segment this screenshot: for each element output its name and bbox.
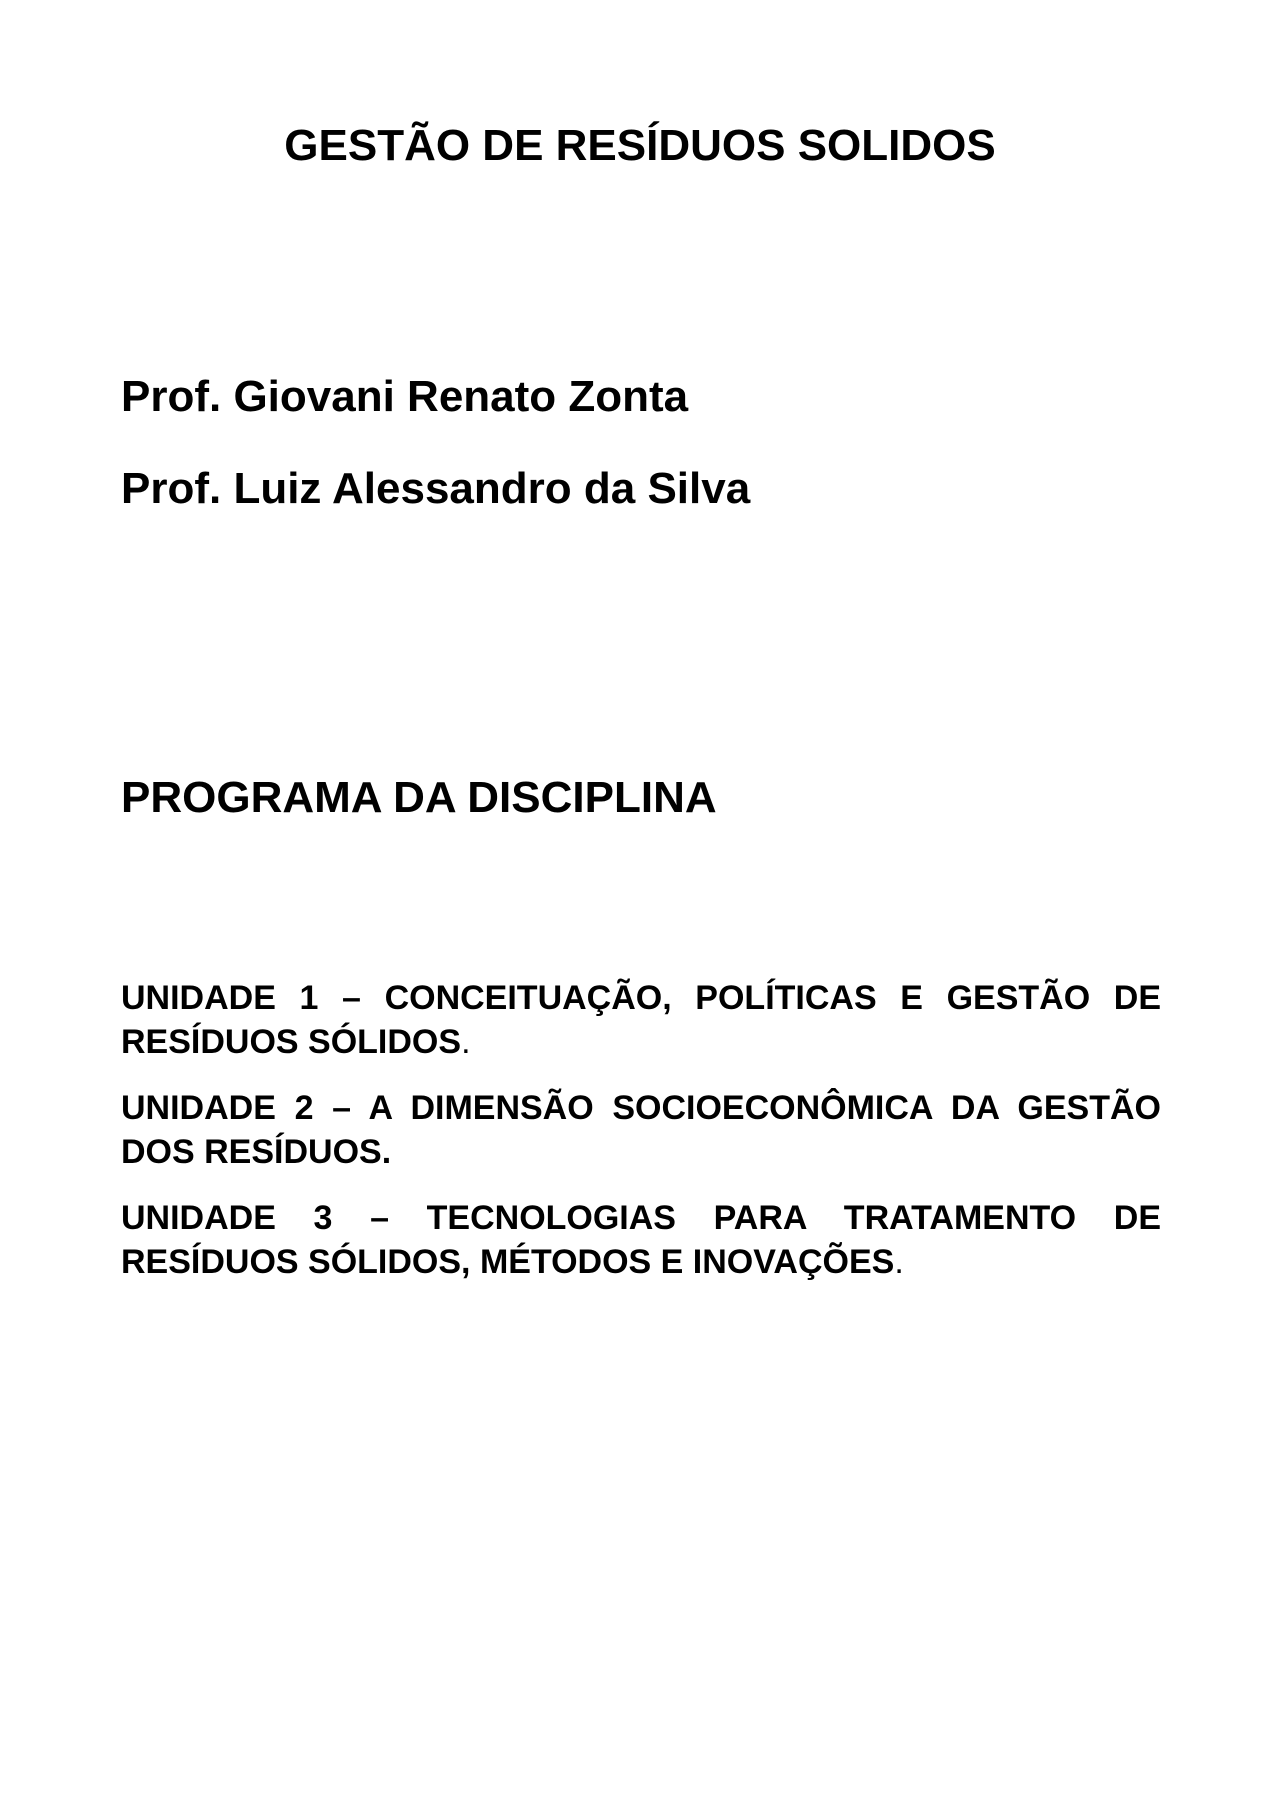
unit-trailing-period: . [894, 1243, 904, 1281]
unit-item [121, 976, 1161, 1064]
unit-text: UNIDADE 2 – A DIMENSÃO SOCIOECONÔMICA DA GESTÃO DOS RESÍDUOS. [121, 1089, 1161, 1171]
program-heading: PROGRAMA DA DISCIPLINA [121, 773, 717, 822]
units-list [121, 976, 1161, 1306]
author-name: Prof. Luiz Alessandro da Silva [121, 464, 751, 513]
unit-item [121, 1196, 1161, 1284]
unit-trailing-period: . [461, 1023, 471, 1061]
unit-text: UNIDADE 1 – CONCEITUAÇÃO, POLÍTICAS E GESTÃO DE RESÍDUOS SÓLIDOS [121, 979, 1161, 1061]
unit-text: UNIDADE 3 – TECNOLOGIAS PARA TRATAMENTO DE RESÍDUOS SÓLIDOS, MÉTODOS E INOVAÇÕES [121, 1199, 1161, 1281]
unit-item [121, 1086, 1161, 1174]
author-name: Prof. Giovani Renato Zonta [121, 372, 689, 421]
authors-block [121, 372, 1161, 556]
document-title: GESTÃO DE RESÍDUOS SOLIDOS [284, 121, 996, 170]
